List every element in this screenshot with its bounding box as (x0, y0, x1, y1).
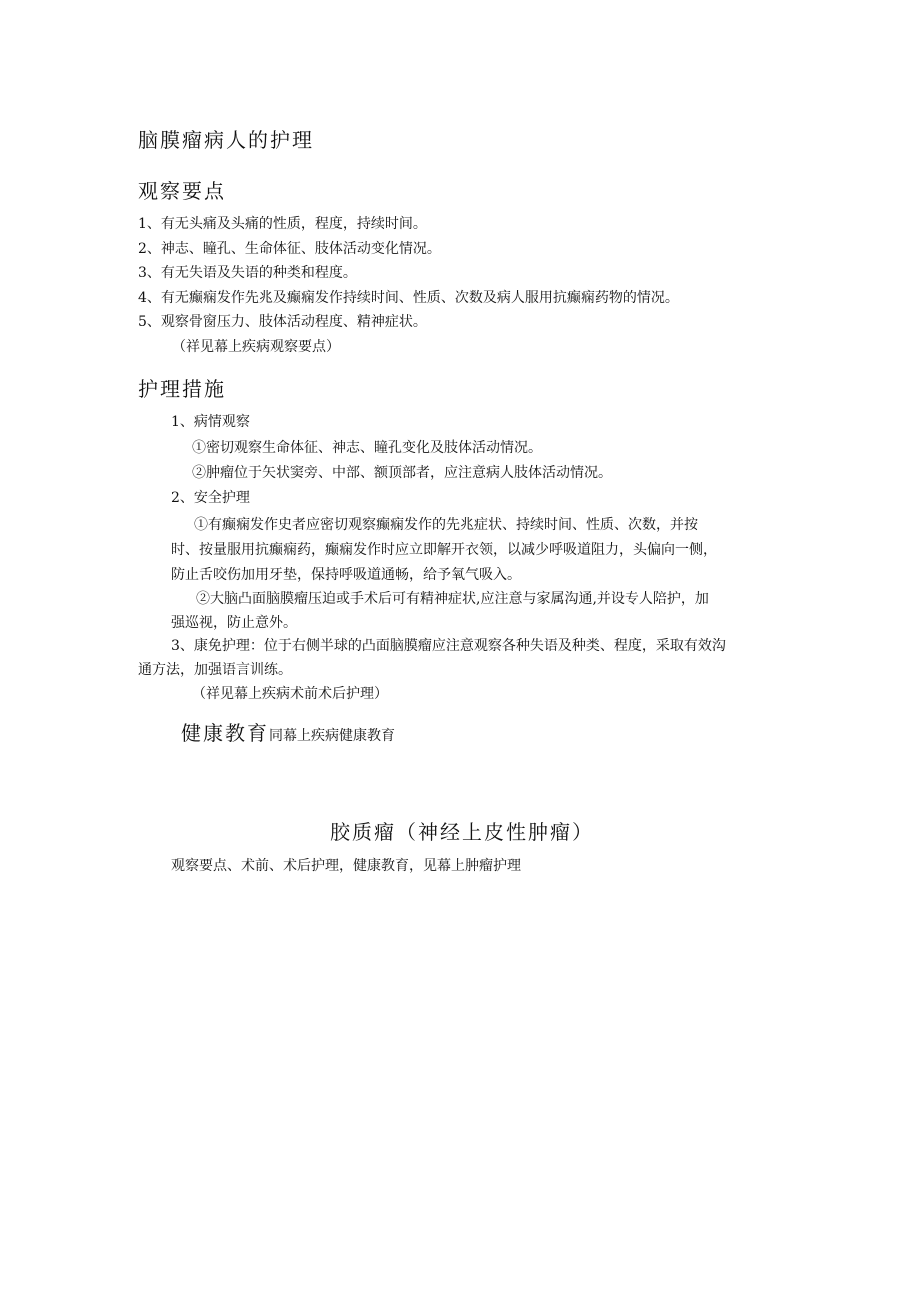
nursing-section-2-title: 2、安全护理 (171, 490, 250, 506)
nursing-section-2-item-b-line2: 强巡视，防止意外。 (171, 615, 297, 631)
nursing-section-3-line2: 通方法，加强语言训练。 (138, 662, 292, 678)
health-education-line (181, 717, 395, 748)
health-education-heading: 健康教育 (181, 721, 269, 745)
observation-note: （祥见幕上疾病观察要点） (172, 339, 340, 355)
observation-item-2: 2、神志、瞳孔、生命体征、肢体活动变化情况。 (138, 241, 441, 257)
nursing-section-1-item-b: ②肿瘤位于矢状窦旁、中部、额顶部者，应注意病人肢体活动情况。 (192, 465, 612, 481)
nursing-heading: 护理措施 (138, 377, 226, 401)
nursing-section-2-item-a-line2: 时、按量服用抗癫痫药，癫痫发作时应立即解开衣领，以减少呼吸道阻力，头偏向一侧， (171, 542, 717, 558)
nursing-section-2-item-a-line3: 防止舌咬伤加用牙垫，保持呼吸道通畅，给予氧气吸入。 (171, 567, 521, 583)
nursing-section-2-item-b-line1: ②大脑凸面脑膜瘤压迫或手术后可有精神症状,应注意与家属沟通,并设专人陪护，加 (196, 591, 709, 607)
nursing-section-1-title: 1、病情观察 (171, 414, 250, 430)
glioma-title: 胶质瘤（神经上皮性肿瘤） (330, 820, 594, 844)
page-title: 脑膜瘤病人的护理 (138, 128, 314, 152)
nursing-note: （祥见幕上疾病术前术后护理） (192, 686, 388, 702)
nursing-section-1-item-a: ①密切观察生命体征、神志、瞳孔变化及肢体活动情况。 (192, 440, 542, 456)
observation-item-5: 5、观察骨窗压力、肢体活动程度、精神症状。 (138, 314, 427, 330)
nursing-section-3-line1: 3、康免护理：位于右侧半球的凸面脑膜瘤应注意观察各种失语及种类、程度，采取有效沟 (171, 638, 726, 654)
observation-item-3: 3、有无失语及失语的种类和程度。 (138, 265, 357, 281)
glioma-text: 观察要点、术前、术后护理，健康教育，见幕上肿瘤护理 (171, 858, 521, 874)
observation-item-4: 4、有无癫痫发作先兆及癫痫发作持续时间、性质、次数及病人服用抗癫痫药物的情况。 (138, 290, 679, 306)
health-education-text: 同幕上疾病健康教育 (269, 728, 395, 744)
observation-heading: 观察要点 (138, 179, 226, 203)
observation-item-1: 1、有无头痛及头痛的性质，程度，持续时间。 (138, 216, 427, 232)
nursing-section-2-item-a-line1: ①有癫痫发作史者应密切观察癫痫发作的先兆症状、持续时间、性质、次数，并按 (194, 517, 698, 533)
